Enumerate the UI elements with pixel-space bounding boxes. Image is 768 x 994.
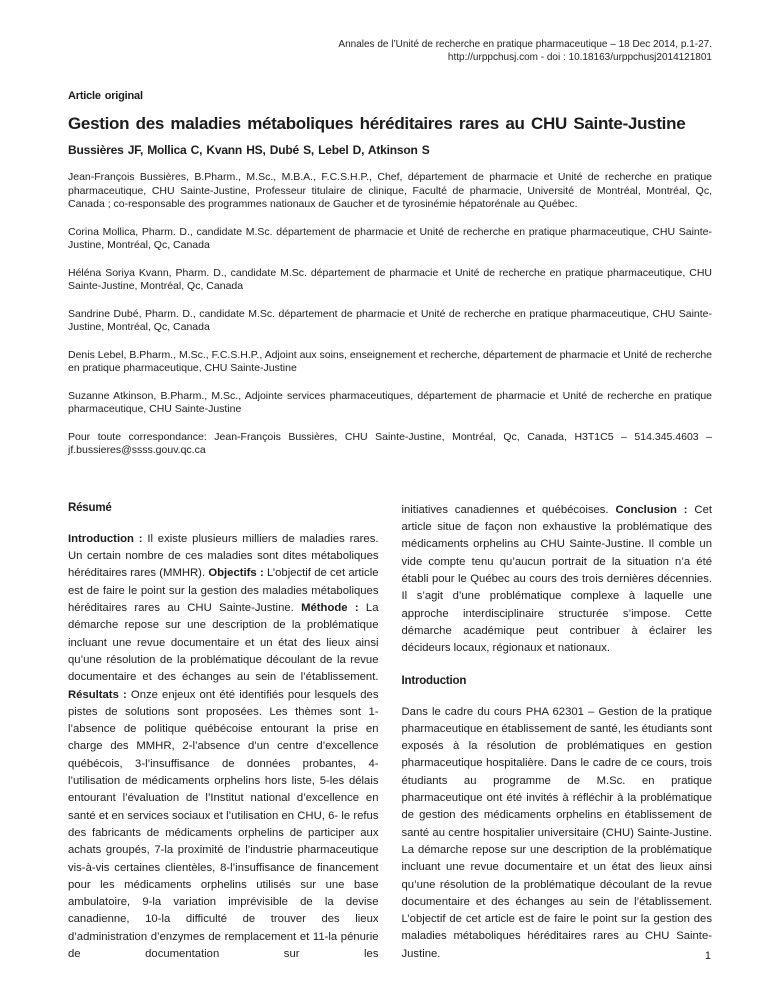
article-type-label: Article original [68, 90, 143, 102]
page-number: 1 [704, 950, 711, 962]
affiliation-paragraph: Jean-François Bussières, B.Pharm., M.Sc., M.B.A., F.C.S.H.P., Chef, département de pharmacie et Unité de recherche en pratique pharmaceutique, CHU Sainte-Justine, Professeur titulaire de clinique, Faculté de pharmacie, Université de Montréal, Montréal, Qc, Canada ; co-responsable des programmes nationaux de Gaucher et de tyrosinémie hépatorénale au Québec. [68, 171, 712, 211]
introduction-paragraph: Dans le cadre du cours PHA 62301 – Gestion de la pratique pharmaceutique en établissement de santé, les étudiants sont exposés à la résolution de problématiques en gestion pharmaceutique hospitalière. Dans le cadre de ce cours, trois étudiants au programme de M.Sc. en pratique pharmaceutique ont été invités à réfléchir à la problématique de gestion des médicaments orphelins en établissement de santé au centre hospitalier universitaire (CHU) Sainte-Justine. La démarche repose sur une description de la problématique incluant une revue documentaire et un état des lieux ainsi qu’une résolution de la problématique découlant de la revue documentaire et des échanges au sein de l’établissement. L’objectif de cet article est de faire le point sur la gestion des maladies métaboliques héréditaires rares au CHU Sainte-Justine. [401, 705, 712, 960]
affiliation-paragraph: Héléna Soriya Kvann, Pharm. D., candidate M.Sc. département de pharmacie et Unité de recherche en pratique pharmaceutique, CHU Sainte-Justine, Montréal, Qc, Canada [68, 266, 712, 293]
two-column-body [68, 502, 712, 963]
journal-header [68, 38, 712, 64]
abstract-text-right: initiatives canadiennes et québécoises. Conclusion : Cet article situe de façon non exhaustive la problématique des médicaments orphelins au CHU Sainte-Justine. Il comble un vide compte tenu qu’aucun portrait de la situation n’a été établi pour le Québec au cours des trois dernières décennies. Il s’agit d’une problématique complexe à laquelle une approche interdisciplinaire structurée s’impose. Cette démarche académique peut contribuer à éclairer les décideurs locaux, régionaux et nationaux. [401, 503, 712, 655]
right-column [402, 502, 713, 963]
affiliation-paragraph: Denis Lebel, B.Pharm., M.Sc., F.C.S.H.P., Adjoint aux soins, enseignement et recherche, département de pharmacie et Unité de recherche en pratique pharmaceutique, CHU Sainte-Justine [68, 348, 712, 375]
journal-header-citation: Annales de l’Unité de recherche en pratique pharmaceutique – 18 Dec 2014, p.1-27. [338, 39, 712, 50]
abstract-text-left: Introduction : Il existe plusieurs milliers de maladies rares. Un certain nombre de ces maladies sont dites métaboliques héréditaires rares (MMHR). Objectifs : L’objectif de cet article est de faire le point sur la gestion des maladies métaboliques héréditaires rares au CHU Sainte-Justine. Méthode : La démarche repose sur une description de la problématique incluant une revue documentaire et un état des lieux ainsi qu’une résolution de la problématique découlant de la revue documentaire et des échanges au sein de l’établissement. Résultats : Onze enjeux ont été identifiés pour lesquels des pistes de solutions sont proposées. Les thèmes sont 1-l’absence de politique québécoise entourant la prise en charge des MMHR, 2-l’absence d’un centre d’excellence québécois, 3-l’insuffisance de données probantes, 4-l’utilisation de médicaments orphelins hors liste, 5-les délais entourant l’évaluation de l’Institut national d’excellence en santé et en services sociaux et l’utilisation en CHU, 6- le refus des fabricants de médicaments orphelins de participer aux achats groupés, 7-la proximité de l’industrie pharmaceutique vis-à-vis certaines clientèles, 8-l’insuffisance de financement pour les médicaments orphelins utilisés sur une base ambulatoire, 9-la variation imprévisible de la devise canadienne, 10-la difficulté de trouver des lieux d’administration d’enzymes de remplacement et 11-la pénurie de documentation sur les [68, 532, 379, 961]
affiliation-paragraph: Suzanne Atkinson, B.Pharm., M.Sc., Adjointe services pharmaceutiques, département de pharmacie et Unité de recherche en pratique pharmaceutique, CHU Sainte-Justine [68, 389, 712, 416]
correspondence-line: Pour toute correspondance: Jean-François Bussières, CHU Sainte-Justine, Montréal, Qc, Canada, H3T1C5 – 514.345.4603 – jf.bussieres@ssss.gouv.qc.ca [68, 430, 712, 457]
left-column [68, 502, 379, 963]
abstract-heading: Résumé [68, 501, 112, 514]
affiliation-paragraph: Corina Mollica, Pharm. D., candidate M.Sc. département de pharmacie et Unité de recherche en pratique pharmaceutique, CHU Sainte-Justine, Montréal, Qc, Canada [68, 225, 712, 252]
article-title: Gestion des maladies métaboliques héréditaires rares au CHU Sainte-Justine [68, 114, 686, 133]
introduction-heading: Introduction [401, 674, 467, 687]
journal-header-doi: http://urppchusj.com - doi : 10.18163/urppchusj2014121801 [447, 52, 712, 63]
article-authors: Bussières JF, Mollica C, Kvann HS, Dubé S, Lebel D, Atkinson S [68, 143, 430, 158]
affiliation-paragraph: Sandrine Dubé, Pharm. D., candidate M.Sc. département de pharmacie et Unité de recherche en pratique pharmaceutique, CHU Sainte-Justine, Montréal, Qc, Canada [68, 307, 712, 334]
